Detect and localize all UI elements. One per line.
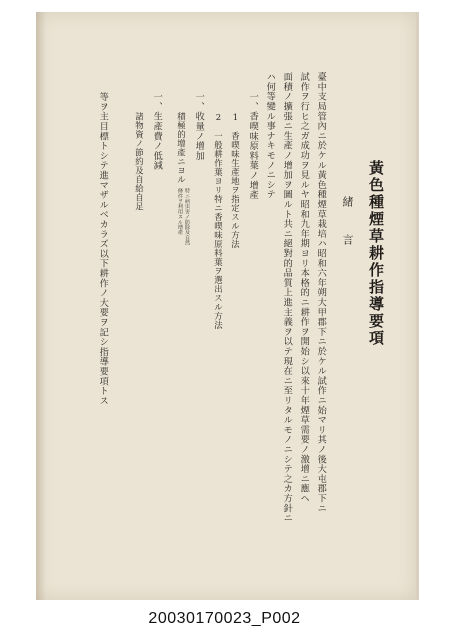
outline-item2-note-a: 特ニ病虫害ノ防除及自然 xyxy=(184,188,190,246)
outline-item1-sub1: 1 香喫味生產地ヲ指定スル方法 xyxy=(230,112,241,249)
outline-item2-note-b: 條件ヲ利用スル增產 xyxy=(177,188,183,235)
outline-item1-heading: 一、香喫味原料葉ノ增產 xyxy=(247,92,259,200)
document-page xyxy=(36,12,419,600)
closing-line: 等ヲ主目標トシテ進マザルベカラズ以下耕作ノ大要ヲ記シ指導要項トス xyxy=(97,92,109,406)
outline-item2-line: 積極的增產ニヨル xyxy=(176,112,187,184)
outline-item3-heading: 一、生產費ノ低減 xyxy=(151,92,163,171)
paragraph-line-4: ハ何等變ル事ナキモノニシテ xyxy=(264,72,276,200)
image-id-caption: 20030170023_P002 xyxy=(148,610,301,627)
paragraph-line-2: 試作ヲ行ヒ之ガ成功ヲ見ルヤ昭和九年期ヨリ本格的ニ耕作ヲ開始シ以來十年煙草需要ノ激增ニ應ヘ xyxy=(298,72,310,504)
paragraph-line-3: 面積ノ擴張ニ生產ノ增加ヲ圖ルト共ニ絕對的品質上進主義ヲ以テ現在ニ至リタルモノニシテ之カ方針ニ xyxy=(281,72,293,523)
outline-item2-heading: 一、收量ノ增加 xyxy=(193,92,205,161)
document-title: 黃色種煙草耕作指導要項 xyxy=(367,160,385,347)
outline-item3-line: 諸物資ノ節約及自給自足 xyxy=(134,112,145,211)
paragraph-line-1: 臺中支局管內ニ於ケル黃色種煙草栽培ハ昭和六年朔大甲郡下ニ於ケル試作ニ始マリ其ノ後大屯郡下ニ xyxy=(315,72,327,513)
section-heading: 緒 言 xyxy=(341,196,354,253)
outline-item1-sub2: 2 一般耕作葉ヨリ特ニ香喫味原料葉ヲ選出スル方法 xyxy=(213,112,224,330)
